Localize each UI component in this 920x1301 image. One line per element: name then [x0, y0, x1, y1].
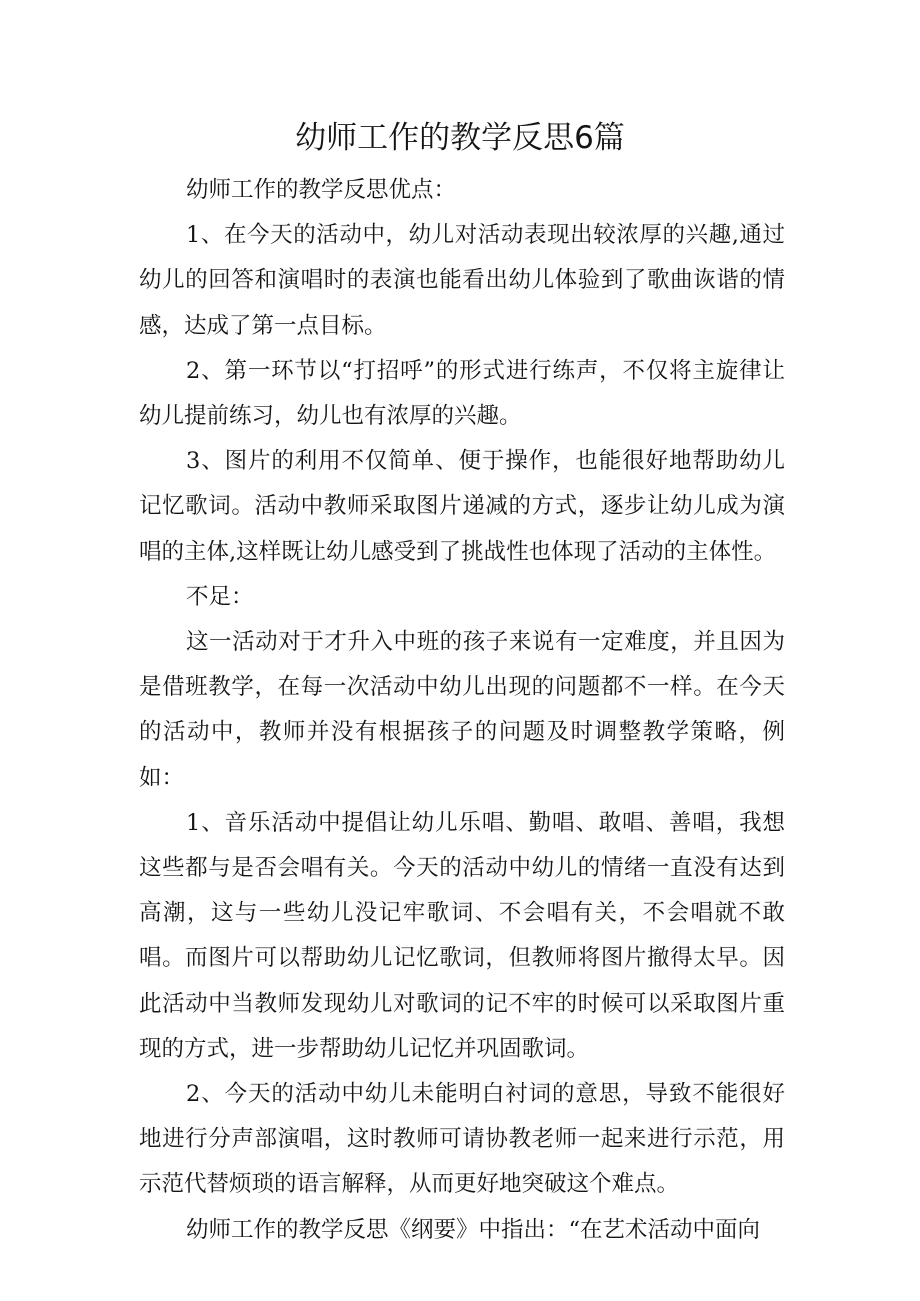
- document-title: 幼师工作的教学反思6篇: [295, 120, 625, 156]
- paragraph-shortcomings-intro: 这一活动对于才升入中班的孩子来说有一定难度，并且因为是借班教学，在每一次活动中幼儿出现的问题都不一样。在今天的活动中，教师并没有根据孩子的问题及时调整教学策略，例如：: [139, 629, 785, 791]
- paragraph-guideline: 幼师工作的教学反思《纲要》中指出：“在艺术活动中面向: [186, 1216, 761, 1243]
- paragraph-intro-heading: 幼师工作的教学反思优点：: [186, 177, 457, 203]
- paragraph-shortcoming-2: 2、今天的活动中幼儿未能明白衬词的意思，导致不能很好地进行分声部演唱，这时教师可请协教老师一起来进行示范，用示范代替烦琐的语言解释，从而更好地突破这个难点。: [139, 1081, 785, 1198]
- paragraph-shortcoming-1: 1、音乐活动中提倡让幼儿乐唱、勤唱、敢唱、善唱，我想这些都与是否会唱有关。今天的活动中幼儿的情绪一直没有达到高潮，这与一些幼儿没记牢歌词、不会唱有关，不会唱就不敢唱。而图片可以帮助幼儿记忆歌词，但教师将图片撤得太早。因此活动中当教师发现幼儿对歌词的记不牢的时候可以采取图片重现的方式，进一步帮助幼儿记忆并巩固歌词。: [139, 809, 785, 1062]
- paragraph-strength-2: 2、第一环节以“打招呼”的形式进行练声，不仅将主旋律让幼儿提前练习，幼儿也有浓厚的兴趣。: [139, 357, 785, 430]
- paragraph-shortcomings-heading: 不足：: [186, 583, 254, 610]
- paragraph-strength-1: 1、在今天的活动中，幼儿对活动表现出较浓厚的兴趣,通过幼儿的回答和演唱时的表演也能看出幼儿体验到了歌曲诙谐的情感，达成了第一点目标。: [139, 222, 785, 339]
- paragraph-strength-3: 3、图片的利用不仅简单、便于操作，也能很好地帮助幼儿记忆歌词。活动中教师采取图片递减的方式，逐步让幼儿成为演唱的主体,这样既让幼儿感受到了挑战性也体现了活动的主体性。: [139, 448, 785, 565]
- document-body: [139, 168, 785, 1253]
